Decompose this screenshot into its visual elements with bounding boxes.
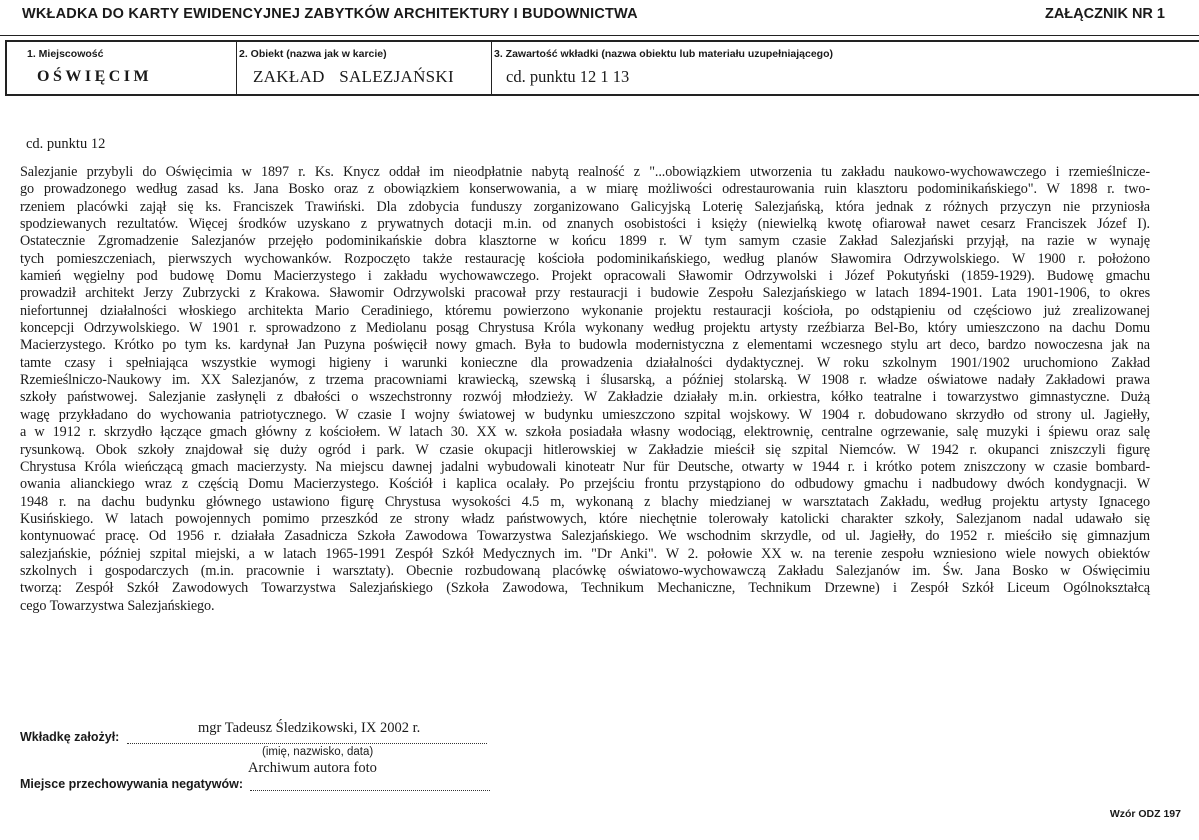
body-line: kamień węgielny pod budowę Domu Macierzystego i zakładu wychowawczego. Projekt opracowali Sławomir Odrzywolski i Józef Pokutyński (1859-1929). Budowę gmachu — [20, 268, 1150, 285]
body-line: tych pomieszczeniach, pierwszych wychowanków. Rozpoczęto także restaurację kościoła podominikańskiego, według planów Sławomira Odrzywolskiego. W 1900 r. położono — [20, 250, 1150, 267]
body-line: tworzą: Zespół Szkół Zawodowych Towarzystwa Salezjańskiego (Szkoła Zawodowa, Technikum Mechaniczne, Technikum Drzewne) i Zespół Szkół Liceum Ogólnokształcą — [20, 580, 1150, 597]
archive-value: Archiwum autora foto — [248, 760, 377, 776]
body-line: rysunkową. Obok szkoły znajdował się duży ogród i park. W czasie okupacji hitlerowskiej w Zakładzie mieścił się szpital Niemców. W 1942 r. okupanci zniszczyli figurę — [20, 441, 1150, 458]
form-code: Wzór ODZ 197 — [1109, 808, 1181, 820]
obiekt-label: 2. Obiekt (nazwa jak w karcie) — [239, 48, 387, 60]
body-line: spodziewanych rezultatów. Więcej środków uzyskano z prywatnych dotacji m.in. od znanych osobistości i księży (niewielką kwotę ofiarował nawet cesarz Franciszek Józef I). — [20, 216, 1150, 233]
negatives-label: Miejsce przechowywania negatywów: — [20, 777, 243, 791]
zawartosc-value: cd. punktu 12 1 13 — [506, 67, 630, 86]
obiekt-value: ZAKŁAD SALEZJAŃSKI — [253, 67, 454, 86]
field-obiekt — [237, 42, 492, 94]
body-line: szkoły państwowej. Salezjanie zasłynęli z dbałości o wszechstronny rozwój młodzieży. W Zakładzie działały m.in. orkiestra, kółko teatralne i towarzystwo gimnastyczne. Dużą — [20, 389, 1150, 406]
author-value: mgr Tadeusz Śledzikowski, IX 2002 r. — [198, 720, 421, 736]
body-line: wagę przykładano do wychowania patriotycznego. W czasie I wojny światowej w budynku umieszczono szpital wojskowy. W 1904 r. dobudowano skrzydło od strony ul. Jagiełły, — [20, 406, 1150, 423]
form-title: WKŁADKA DO KARTY EWIDENCYJNEJ ZABYTKÓW ARCHITEKTURY I BUDOWNICTWA — [22, 6, 638, 22]
body-line: tamte czasy i spełniająca wszystkie wymogi higieny i warunki konieczne dla prowadzenia działalności dydaktycznej. W roku szkolnym 1901/1902 uruchomiono Zakład — [20, 354, 1150, 371]
body-line: owania alianckiego wraz z częścią Domu Macierzystego. Kościół i kaplica ocalały. Po przejściu frontu przystąpiono do odbudowy gmachu i nadbudowy dwóch kondygnacji. W — [20, 476, 1150, 493]
section-heading: cd. punktu 12 — [26, 136, 106, 152]
attachment-number: ZAŁĄCZNIK NR 1 — [1044, 6, 1165, 22]
zawartosc-label: 3. Zawartość wkładki (nazwa obiektu lub materiału uzupełniającego) — [494, 48, 833, 60]
body-line: Salezjanie przybyli do Oświęcimia w 1897 r. Ks. Knycz oddał im nieodpłatnie nabytą realność z "...obowiązkiem utworzenia tu zakładu naukowo-wychowawczego i rzemieślnicze- — [20, 164, 1150, 180]
body-line: rzeniem placówki zajął się ks. Franciszek Trawiński. Dla zdobycia funduszy zorganizowano Galicyjską Loterię Salezjańską, która jednak z różnych przyczyn nie przyniosła — [20, 198, 1150, 215]
body-line: Kusińskiego. W latach powojennych pomimo przeszkód ze strony władz państwowych, które niechętnie tolerowały katolicki charakter szkoły, Salezjanom nadal udawało się — [20, 510, 1150, 527]
body-line: koncepcji Odrzywolskiego. W 1901 r. sprowadzono z Mediolanu posąg Chrystusa Króla wykonany według projektu artysty rzeźbiarza Bel-Bo, który umieszczono na dachu Domu — [20, 320, 1150, 337]
body-line: niefortunnej działalności włoskiego architekta Mario Ceradiniego, któremu powierzono wykonanie projektu restauracji kościoła, po odstąpieniu od częściowo już zrealizowanej — [20, 302, 1150, 319]
miejscowosc-value: OŚWIĘCIM — [37, 68, 153, 85]
body-line: szkolnych i gospodarczych (m.in. pracownie i warsztaty). Obecnie rozbudowaną placówkę oświatowo-wychowawczą Zakładu Salezjanów im. Św. Jana Bosko w Oświęcimiu — [20, 562, 1150, 579]
header-rule — [0, 35, 1199, 36]
body-line: Rzemieślniczo-Naukowy im. XX Salezjanów, z trzema pracowniami krawiecką, szewską i ślusarską, a później stolarską. W 1908 r. władze oświatowe nadały Zakładowi prawa — [20, 372, 1150, 389]
body-line: go prowadzonego według zasad ks. Jana Bosko oraz z obowiązkiem konserwowania, a w miarę możliwości odrestaurowania ruin klasztoru podominikańskiego". W 1898 r. two- — [20, 181, 1150, 198]
body-line: Chrystusa Króla wieńczącą gmach macierzysty. Na miejscu dawnej jadalni wybudowali kinoteatr Nur für Deutsche, otwarty w 1944 r. i krótko potem zniszczony w czasie bombard- — [20, 458, 1150, 475]
body-line: kontynuować pracę. Od 1956 r. działała Zasadnicza Szkoła Zawodowa Towarzystwa Salezjańskiego. We wschodnim skrzydle, od ul. Jagiełły, do 1952 r. mieściło się gimnazjum — [20, 528, 1150, 545]
field-miejscowosc — [7, 42, 237, 94]
body-line: a w 1912 r. skrzydło łączące gmach główny z kościołem. W latach 30. XX w. szkoła posiadała własny wodociąg, elektrownię, centralne ogrzewanie, salę muzyki i śpiewu oraz salę — [20, 424, 1150, 441]
body-line: salezjańskie, później szpital miejski, a w latach 1965-1991 Zespół Szkół Medycznych im. "Dr Anki". W 2. połowie XX w. na terenie zespołu wzniesiono wiele nowych obiektów — [20, 545, 1150, 562]
negatives-row — [20, 777, 490, 791]
body-line: Ostatecznie Zgromadzenie Salezjanów przejęło podominikańskie dobra klasztorne w końcu 1899 r. W tym samym czasie Zakład Salezjański przyjął, na razie w wynaję — [20, 233, 1150, 250]
body-line: 1948 r. na dachu budynku głównego ustawiono figurę Chrystusa wysokości 4.5 m, wykonaną z blachy miedzianej w warsztatach Zakładu, według projektu artysty Ignacego — [20, 493, 1150, 510]
negatives-dotted-line — [250, 778, 490, 791]
body-line: Macierzystego. Krótko po tym ks. kardynał Jan Puzyna poświęcił nowy gmach. Była to budowla modernistyczna z elementami wczesnego stylu art deco, bardzo nowoczesna jak na — [20, 337, 1150, 354]
header-fields-box — [5, 40, 1199, 96]
body-text — [20, 164, 1150, 615]
field-zawartosc — [492, 42, 1199, 94]
body-line: cego Towarzystwa Salezjańskiego. — [20, 597, 215, 614]
body-line: prowadził architekt Jerzy Zubrzycki z Krakowa. Sławomir Odrzywolski pracował przy restauracji i budowie Zespołu Salezjańskiego w latach 1894-1901. Lata 1901-1906, to okres — [20, 285, 1150, 302]
miejscowosc-label: 1. Miejscowość — [27, 48, 104, 60]
author-hint: (imię, nazwisko, data) — [262, 746, 374, 758]
author-label: Wkładkę założył: — [20, 730, 120, 744]
